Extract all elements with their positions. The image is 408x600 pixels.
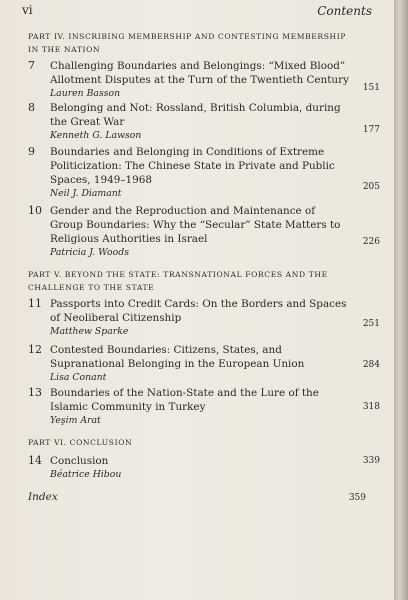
index-label: Index: [28, 491, 58, 503]
chapter-number: 12: [28, 343, 42, 356]
page-ref: 318: [362, 402, 380, 412]
page-ref: 151: [362, 83, 380, 93]
chapter-number: 8: [28, 101, 35, 114]
page-ref: 205: [362, 182, 380, 192]
part-heading: PART IV. INSCRIBING MEMBERSHIP AND CONTESTING MEMBERSHIP IN THE NATION: [28, 32, 347, 54]
chapter-author: Yeşim Arat: [50, 415, 101, 426]
page-ref: 177: [362, 125, 380, 135]
chapter-number: 14: [28, 454, 42, 467]
chapter-title: Boundaries of the Nation-State and the Lure of the Islamic Community in Turkey: [50, 387, 319, 413]
chapter-author: Matthew Sparke: [50, 326, 129, 337]
chapter-author: Neil J. Diamant: [50, 188, 122, 199]
part-heading: PART V. BEYOND THE STATE: TRANSNATIONAL FORCES AND THE CHALLENGE TO THE STATE: [28, 270, 328, 292]
part-heading: PART VI. CONCLUSION: [28, 438, 133, 447]
chapter-number: 13: [28, 386, 42, 399]
page-ref: 226: [362, 237, 380, 247]
chapter-author: Lisa Conant: [50, 372, 107, 383]
page-ref: 339: [362, 456, 380, 466]
chapter-author: Béatrice Hibou: [50, 469, 122, 480]
chapter-author: Lauren Basson: [50, 88, 121, 99]
chapter-title: Passports into Credit Cards: On the Borders and Spaces of Neoliberal Citizenship: [50, 298, 347, 324]
chapter-title: Gender and the Reproduction and Maintenance of Group Boundaries: Why the “Secular” State Matters to Religious Authorities in Israel: [50, 205, 341, 245]
chapter-number: 7: [28, 59, 35, 72]
page-ref: 284: [362, 360, 380, 370]
page-edge: [394, 0, 408, 600]
page-number: vi: [22, 3, 33, 17]
chapter-title: Belonging and Not: Rossland, British Columbia, during the Great War: [50, 102, 341, 128]
chapter-title: Boundaries and Belonging in Conditions of Extreme Politicization: The Chinese State in Private and Public Spaces, 1949–1968: [50, 146, 335, 186]
running-title: Contents: [317, 4, 372, 18]
page-ref: 251: [362, 319, 380, 329]
chapter-number: 9: [28, 145, 35, 158]
chapter-title: Contested Boundaries: Citizens, States, and Supranational Belonging in the European Union: [50, 344, 305, 370]
chapter-title: Conclusion: [50, 455, 109, 467]
chapter-number: 11: [28, 297, 42, 310]
chapter-author: Kenneth G. Lawson: [50, 130, 142, 141]
index-page-ref: 359: [348, 493, 366, 503]
chapter-author: Patricia J. Woods: [50, 247, 129, 258]
chapter-title: Challenging Boundaries and Belongings: “Mixed Blood” Allotment Disputes at the Turn of the Twentieth Century: [50, 60, 349, 86]
chapter-number: 10: [28, 204, 42, 217]
